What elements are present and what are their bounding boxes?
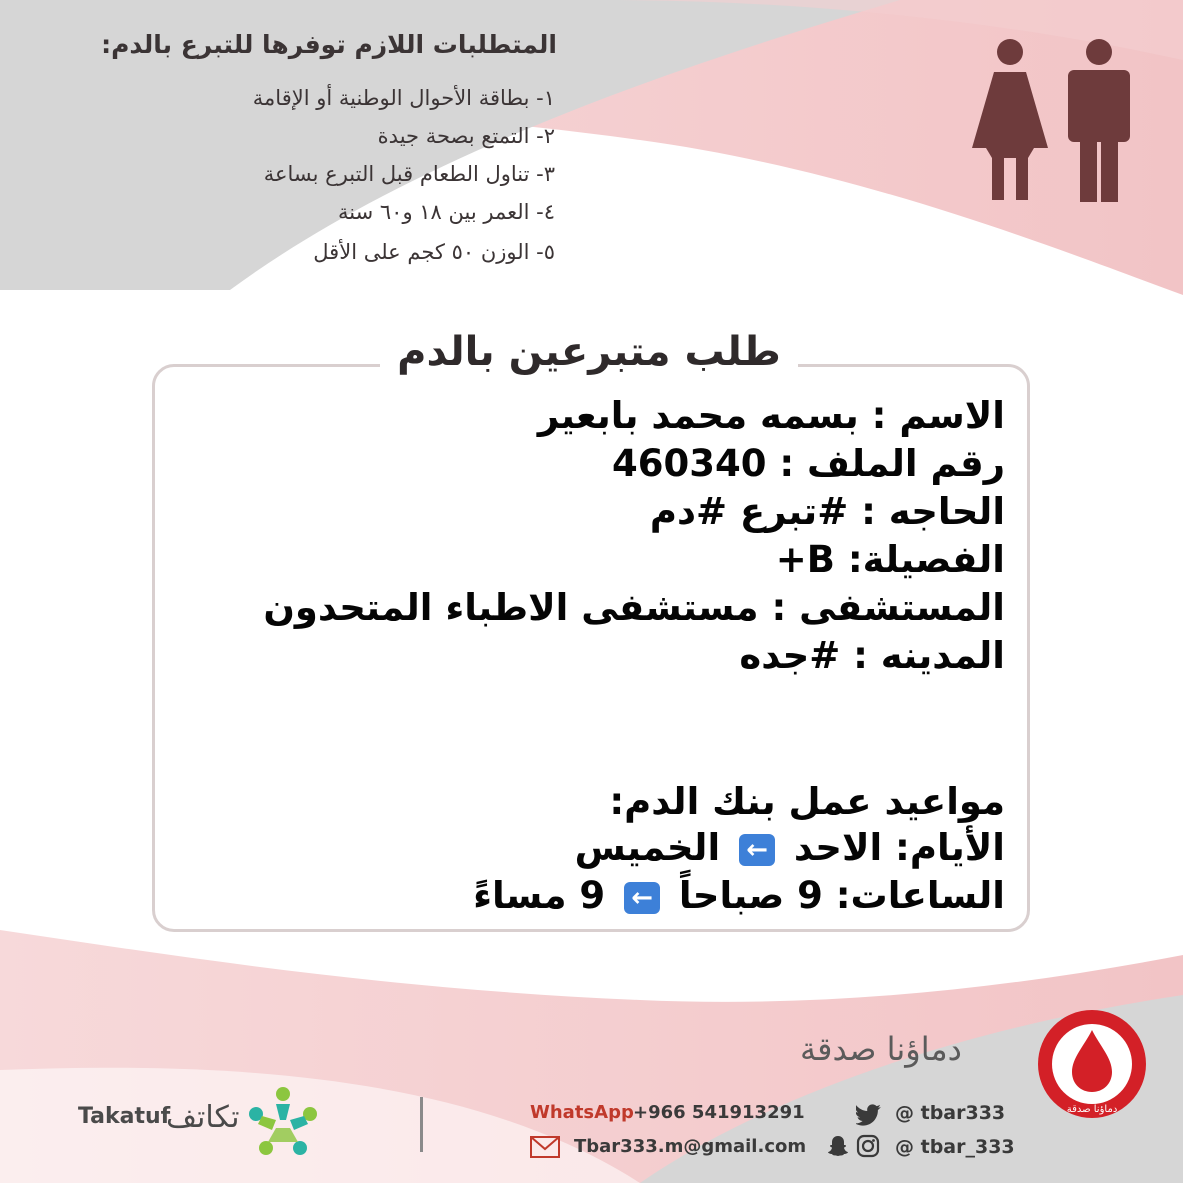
requirement-item: ٥- الوزن ٥٠ كجم على الأقل [313,240,555,264]
snapchat-instagram-handle: @ tbar_333 [895,1136,1015,1158]
requirement-item: ٣- تناول الطعام قبل التبرع بساعة [263,162,555,186]
takatuf-arabic: تكاتف [166,1100,240,1135]
blood-drop-logo-icon [1036,1008,1148,1120]
footer-divider [420,1097,423,1152]
file-number: رقم الملف : 460340 [612,442,1005,485]
whatsapp-label: WhatsApp [530,1102,634,1123]
requirement-item: ٤- العمر بين ١٨ و٦٠ سنة [338,200,555,224]
blood-type: الفصيلة: B+ [775,538,1005,581]
instagram-icon [856,1134,880,1158]
brand-name: دماؤنا صدقة [800,1030,962,1068]
mail-icon [530,1136,560,1158]
city: المدينه : #جده [739,634,1005,677]
whatsapp-number: +966 541913291 [633,1102,805,1123]
days-end: الخميس [574,826,721,869]
requirement-item: ١- بطاقة الأحوال الوطنية أو الإقامة [252,86,555,110]
snapchat-icon [826,1134,850,1158]
hours-label: الساعات: 9 صباحاً [678,874,1005,917]
request-title: طلب متبرعين بالدم [380,322,798,382]
man-icon [1068,39,1130,202]
need: الحاجه : #تبرع #دم [649,490,1005,533]
twitter-handle: @ tbar333 [895,1102,1006,1124]
left-arrow-icon: ← [624,882,660,914]
logo-text: دماؤنا صدقة [1066,1104,1118,1115]
takatuf-english: Takatuf [78,1104,171,1129]
hours-line [473,874,1005,917]
email-address: Tbar333.m@gmail.com [574,1136,807,1157]
requirements-title: المتطلبات اللازم توفرها للتبرع بالدم: [101,30,557,59]
twitter-icon [856,1104,882,1126]
patient-name: الاسم : بسمه محمد بابعير [537,394,1005,437]
schedule-title: مواعيد عمل بنك الدم: [609,780,1005,823]
days-line [575,826,1005,869]
hospital: المستشفى : مستشفى الاطباء المتحدون [263,586,1005,629]
people-icon [972,38,1142,203]
hours-end: 9 مساءً [473,874,606,917]
days-label: الأيام: الاحد [793,826,1005,869]
left-arrow-icon: ← [739,834,775,866]
woman-icon [972,39,1048,200]
requirement-item: ٢- التمتع بصحة جيدة [377,124,555,148]
takatuf-logo-icon [246,1086,320,1156]
